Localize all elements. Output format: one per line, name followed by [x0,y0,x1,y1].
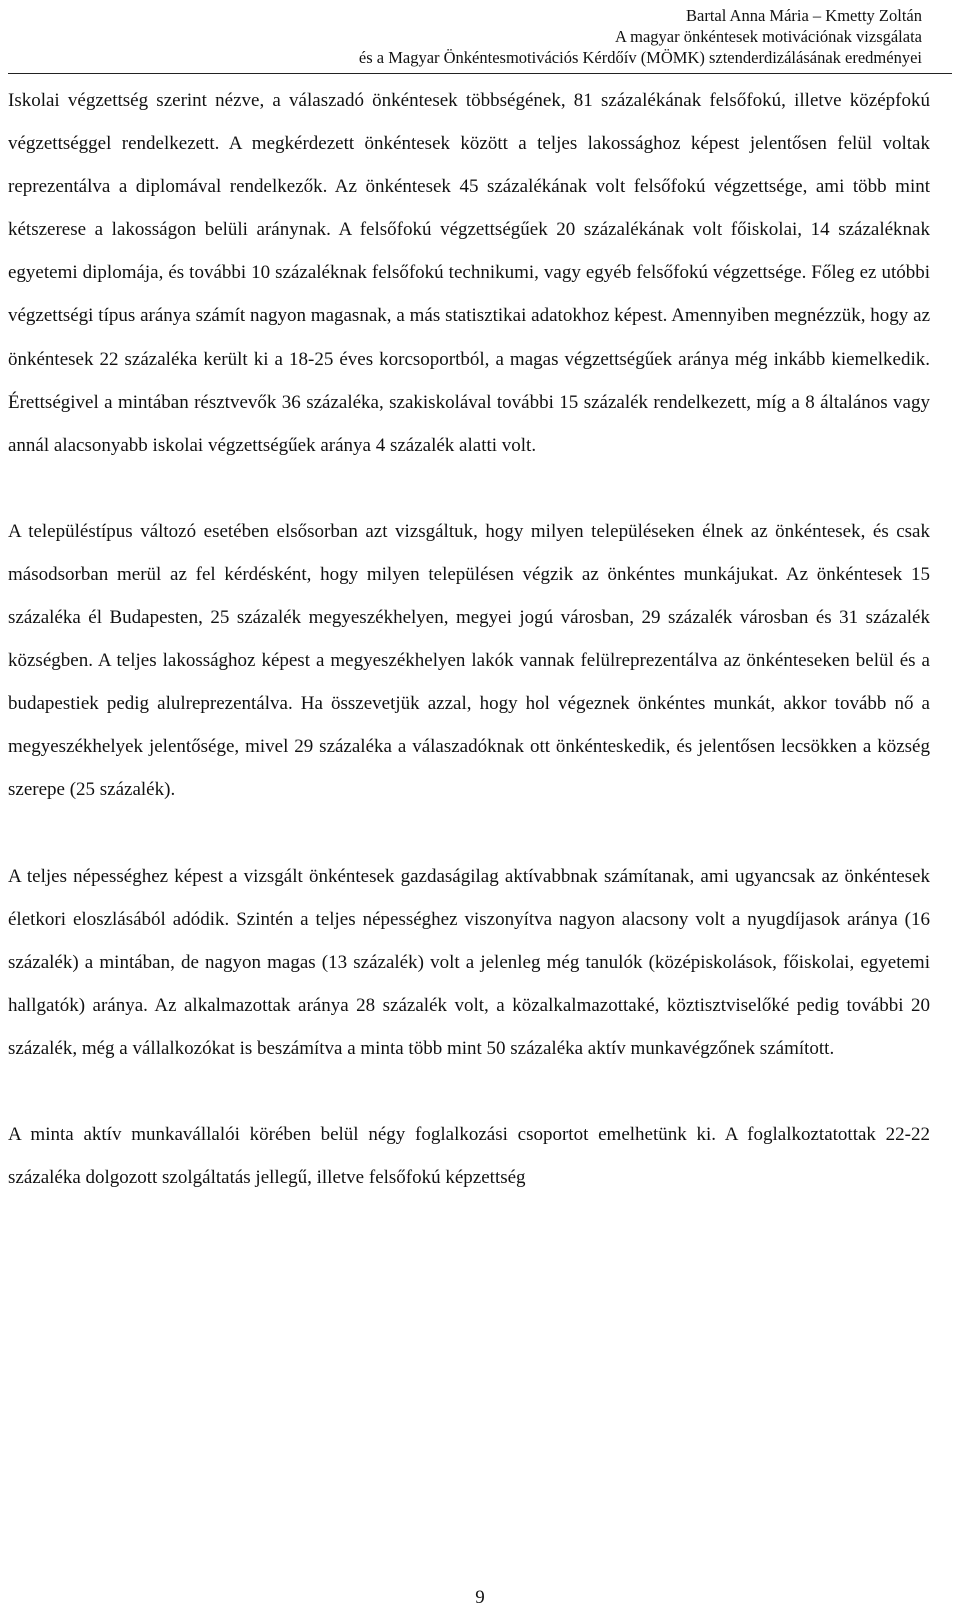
header-title: A magyar önkéntesek motivációnak vizsgálata [615,27,922,46]
header-subtitle: és a Magyar Önkéntesmotivációs Kérdőív (MÖMK) sztenderdizálásának eredményei [358,48,922,67]
header-authors: Bartal Anna Mária – Kmetty Zoltán [686,6,922,25]
body-text [8,79,930,1242]
paragraph-economic-activity: A teljes népességhez képest a vizsgált önkéntesek gazdaságilag aktívabbnak számítanak, ami ugyancsak az önkéntesek életkori eloszlásából adódik. Szintén a teljes népességhez viszonyítva nagyon alacsony volt a nyugdíjasok aránya (16 százalék) a mintában, de nagyon magas (13 százalék) volt a jelenleg még tanulók (középiskolások, főiskolai, egyetemi hallgatók) aránya. Az alkalmazottak aránya 28 százalék volt, a közalkalmazottaké, köztisztviselőké pedig további 20 százalék, még a vállalkozókat is beszámítva a minta több mint 50 százaléka aktív munkavégzőnek számított. [8,865,930,1059]
running-header [359,5,922,68]
paragraph-education: Iskolai végzettség szerint nézve, a válaszadó önkéntesek többségének, 81 százalékának felsőfokú, illetve középfokú végzettséggel rendelkezett. A megkérdezett önkéntesek között a teljes lakossághoz képest jelentősen felül voltak reprezentálva a diplomával rendelkezők. Az önkéntesek 45 százalékának volt felsőfokú végzettsége, ami több mint kétszerese a lakosságon belüli aránynak. A felsőfokú végzettségűek 20 százalékának volt főiskolai, 14 százaléknak egyetemi diplomája, és további 10 százaléknak felsőfokú technikumi, vagy egyéb felsőfokú végzettsége. Főleg ez utóbbi végzettségi típus aránya számít nagyon magasnak, a más statisztikai adatokhoz képest. Amennyiben megnézzük, hogy az önkéntesek 22 százaléka került ki a 18-25 éves korcsoportból, a magas végzettségűek aránya még inkább kiemelkedik. Érettségivel a mintában résztvevők 36 százaléka, szakiskolával további 15 százalék rendelkezett, míg a 8 általános vagy annál alacsonyabb iskolai végzettségűek aránya 4 százalék alatti volt. [8,90,930,456]
paragraph-settlement-type: A településtípus változó esetében elsősorban azt vizsgáltuk, hogy milyen településeken élnek az önkéntesek, és csak másodsorban merül az fel kérdésként, hogy milyen településen végzik az önkéntes munkájukat. Az önkéntesek 15 százaléka él Budapesten, 25 százalék megyeszékhelyen, megyei jogú városban, 29 százalék városban és 31 százalék községben. A teljes lakossághoz képest a megyeszékhelyen lakók vannak felülreprezentálva az önkénteseken belül és a budapestiek pedig alulreprezentálva. Ha összevetjük azzal, hogy hol végeznek önkéntes munkát, akkor tovább nő a megyeszékhelyek jelentősége, mivel 29 százaléka a válaszadóknak ott önkénteskedik, és jelentősen lecsökken a község szerepe (25 százalék). [8,520,930,801]
paragraph-occupational-groups: A minta aktív munkavállalói körében belül négy foglalkozási csoportot emelhetünk ki. A foglalkoztatottak 22-22 százaléka dolgozott szolgáltatás jellegű, illetve felsőfokú képzettség [8,1123,930,1189]
header-divider [8,73,952,74]
page-number: 9 [475,1587,485,1608]
